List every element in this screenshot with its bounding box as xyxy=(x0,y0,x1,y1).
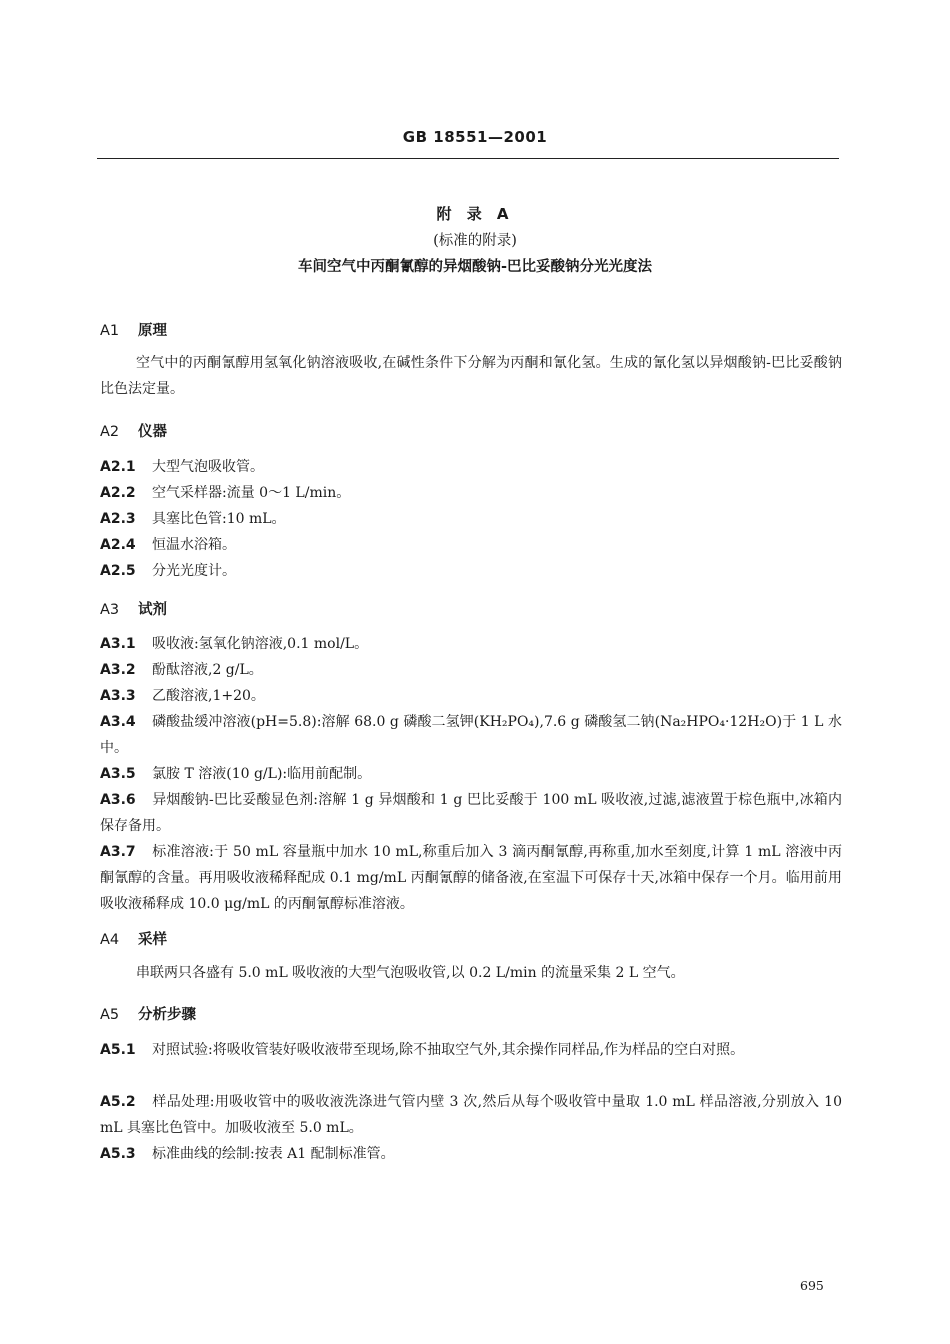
list-item: A3.1 吸收液:氢氧化钠溶液,0.1 mol/L。 xyxy=(100,636,369,652)
section-a3-heading: A3 试剂 xyxy=(100,602,167,618)
list-item: A3.5 氯胺 T 溶液(10 g/L):临用前配制。 xyxy=(100,766,372,782)
list-item: A3.4 磷酸盐缓冲溶液(pH=5.8):溶解 68.0 g 磷酸二氢钾(KH₂PO₄),7.6 g 磷酸氢二钠(Na₂HPO₄·12H₂O)于 1 L 水中。 xyxy=(100,714,842,756)
list-item: A3.3 乙酸溶液,1+20。 xyxy=(100,688,265,704)
section-a4-text: 串联两只各盛有 5.0 mL 吸收液的大型气泡吸收管,以 0.2 L/min 的流量采集 2 L 空气。 xyxy=(136,965,685,981)
section-a1-text: 空气中的丙酮氰醇用氢氧化钠溶液吸收,在碱性条件下分解为丙酮和氰化氢。生成的氰化氢以异烟酸钠-巴比妥酸钠比色法定量。 xyxy=(100,355,842,397)
list-item: A3.2 酚酞溶液,2 g/L。 xyxy=(100,662,263,678)
list-item: A2.1 大型气泡吸收管。 xyxy=(100,459,264,475)
list-item: A2.3 具塞比色管:10 mL。 xyxy=(100,511,286,527)
appendix-heading: 车间空气中丙酮氰醇的异烟酸钠-巴比妥酸钠分光光度法 xyxy=(297,259,653,275)
section-a2-heading: A2 仪器 xyxy=(100,424,167,440)
list-item: A5.1 对照试验:将吸收管装好吸收液带至现场,除不抽取空气外,其余操作同样品,作为样品的空白对照。 xyxy=(100,1042,745,1058)
list-item: A5.2 样品处理:用吸收管中的吸收液洗涤进气管内壁 3 次,然后从每个吸收管中量取 1.0 mL 样品溶液,分别放入 10 mL 具塞比色管中。加吸收液至 5.0 mL。 xyxy=(100,1094,842,1136)
section-a4-heading: A4 采样 xyxy=(100,932,167,948)
header-divider xyxy=(97,158,839,159)
page-number: 695 xyxy=(800,1278,824,1293)
list-item: A2.5 分光光度计。 xyxy=(100,563,236,579)
list-item: A2.4 恒温水浴箱。 xyxy=(100,537,236,553)
standard-code-header: GB 18551—2001 xyxy=(402,128,548,146)
list-item: A3.7 标准溶液:于 50 mL 容量瓶中加水 10 mL,称重后加入 3 滴丙酮氰醇,再称重,加水至刻度,计算 1 mL 溶液中丙酮氰醇的含量。再用吸收液稀释配成 0.1 mg/mL 丙酮氰醇的储备液,在室温下可保存十天,冰箱中保存一个月。临用前用吸收液稀释成 10.0 μg/mL 的丙酮氰醇标准溶液。 xyxy=(100,844,842,912)
section-a5-heading: A5 分析步骤 xyxy=(100,1007,196,1023)
appendix-subtitle: (标准的附录) xyxy=(433,233,517,249)
appendix-title: 附 录 A xyxy=(436,205,514,223)
list-item: A3.6 异烟酸钠-巴比妥酸显色剂:溶解 1 g 异烟酸和 1 g 巴比妥酸于 100 mL 吸收液,过滤,滤液置于棕色瓶中,冰箱内保存备用。 xyxy=(100,792,842,834)
section-a1-heading: A1 原理 xyxy=(100,323,167,339)
list-item: A2.2 空气采样器:流量 0～1 L/min。 xyxy=(100,485,351,501)
list-item: A5.3 标准曲线的绘制:按表 A1 配制标准管。 xyxy=(100,1146,395,1162)
